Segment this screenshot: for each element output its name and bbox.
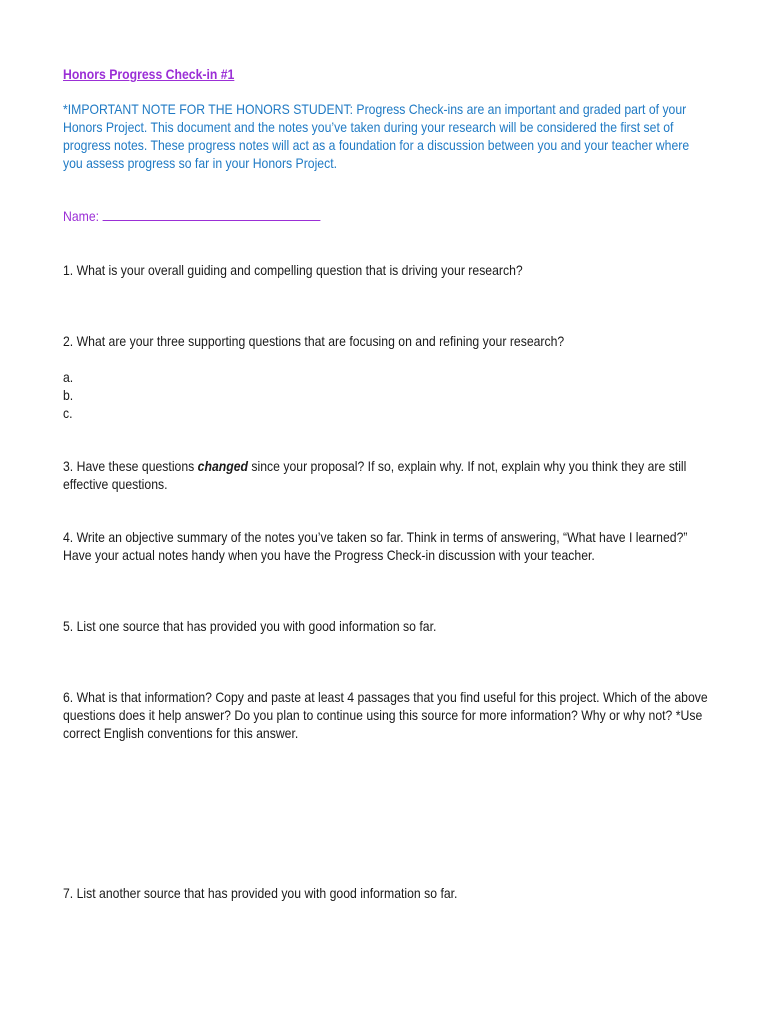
question-2-item-b: b. (63, 388, 74, 403)
question-2-items (63, 369, 711, 423)
question-6: 6. What is that information? Copy and paste at least 4 passages that you find useful for this project. Which of the above questions does it help answer? Do you plan to continue using this source for more information? Why or why not? *Use correct English conventions for this answer. (63, 690, 708, 741)
name-blank-line[interactable] (103, 207, 321, 221)
question-4: 4. Write an objective summary of the notes you’ve taken so far. Think in terms of answering, “What have I learned?” Have your actual notes handy when you have the Progress Check-in discussion with your teacher. (63, 530, 688, 563)
question-2-item-c: c. (63, 406, 73, 421)
question-3 (63, 458, 711, 494)
name-field[interactable] (63, 207, 711, 226)
question-5: 5. List one source that has provided you with good information so far. (63, 619, 437, 634)
question-3-emphasis: changed (197, 459, 248, 474)
question-3-text-end: since your proposal? If so, explain why. If not, explain why you think they are still effective questions. (63, 459, 687, 492)
question-2-item-a: a. (63, 370, 74, 385)
important-note: *IMPORTANT NOTE FOR THE HONORS STUDENT: Progress Check-ins are an important and graded part of your Honors Project. This document and the notes you’ve taken during your research will be considered the first set of progress notes. These progress notes will act as a foundation for a discussion between you and your teacher where you assess progress so far in your Honors Project. (63, 102, 690, 171)
question-7: 7. List another source that has provided you with good information so far. (63, 886, 458, 901)
question-3-text-start: 3. Have these questions (63, 459, 198, 474)
question-1: 1. What is your overall guiding and compelling question that is driving your research? (63, 263, 523, 278)
question-2: 2. What are your three supporting questions that are focusing on and refining your research? (63, 334, 565, 349)
document-title: Honors Progress Check-in #1 (63, 67, 235, 82)
name-label: Name: (63, 209, 100, 224)
